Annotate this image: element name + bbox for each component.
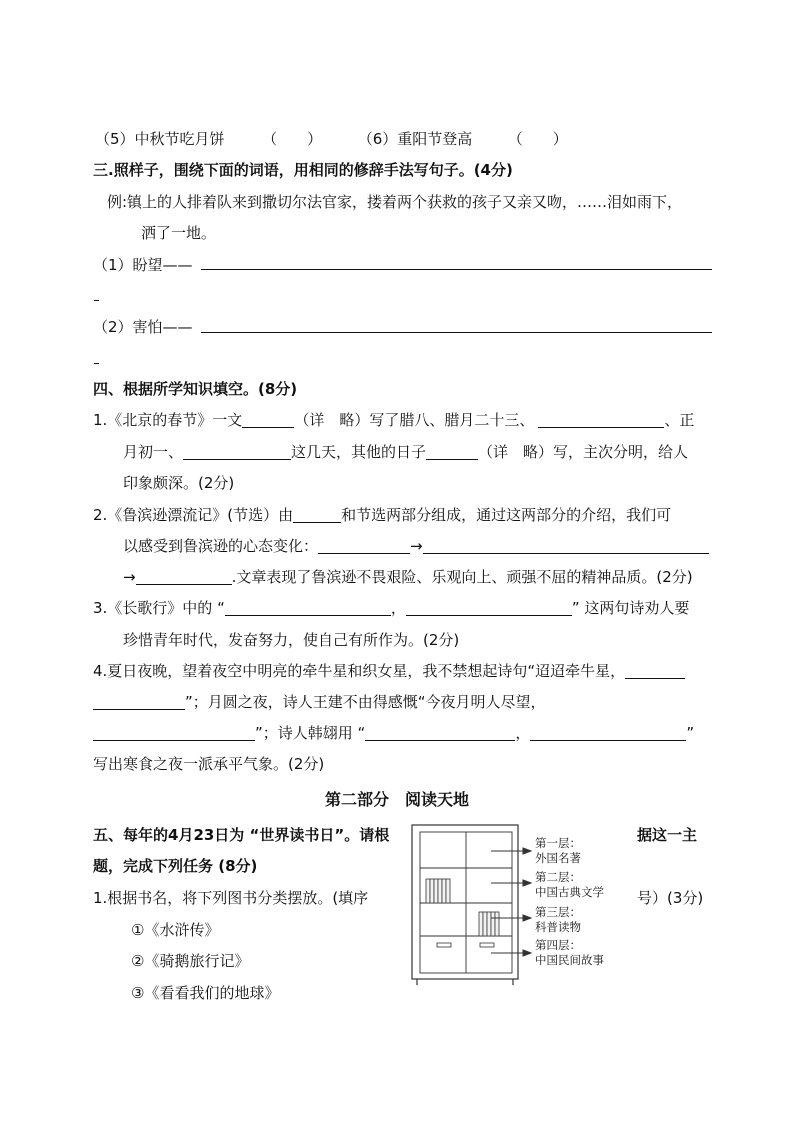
- q3-text-a: 3.《长歌行》中的 “: [93, 599, 225, 617]
- books-on-shelf-2: [426, 879, 450, 903]
- q1-blank-2[interactable]: [538, 412, 664, 428]
- arrow-head-2: [523, 880, 531, 886]
- q4-comma: ，: [515, 724, 531, 742]
- q4-text-b: ”；月圆之夜，诗人王建不由得感慨“今夜月明人尽望，: [185, 693, 546, 711]
- shelf-1-category: 外国名著: [535, 851, 581, 865]
- section-3-heading: 三.照样子，围绕下面的词语，用相同的修辞手法写句子。(4分): [93, 161, 513, 179]
- book-2: ②《骑鹅旅行记》: [131, 952, 250, 970]
- q3-comma: ，: [390, 599, 406, 617]
- arrow-head-1: [523, 848, 531, 854]
- line-wrap-mark: [94, 300, 99, 301]
- q2-arrow-2: →: [123, 568, 136, 586]
- q2-line-1: [93, 505, 671, 525]
- q4-blank-1-cont[interactable]: [93, 694, 185, 710]
- q4-blank-1[interactable]: [625, 663, 685, 679]
- bookshelf-illustration: [405, 821, 635, 989]
- q4-blank-4[interactable]: [530, 725, 686, 741]
- q2-blank-4[interactable]: [136, 569, 232, 585]
- q2-line-3: [123, 567, 693, 587]
- shelf-2-layer: 第二层：: [535, 870, 581, 884]
- item-5-text: （5）中秋节吃月饼: [95, 130, 225, 148]
- q1-blank-4[interactable]: [426, 444, 478, 460]
- section-5-heading-c: 题，完成下列任务 (8分): [93, 857, 258, 875]
- q1-text-b: （详 略）写了腊八、腊月二十三、: [294, 411, 535, 429]
- shelf-3-layer: 第三层：: [535, 905, 581, 919]
- q1-blank-3[interactable]: [183, 444, 291, 460]
- books-on-shelf-3: [479, 912, 499, 936]
- q4-text-e: 写出寒食之夜一派承平气象。(2分): [93, 755, 325, 773]
- q2-blank-2[interactable]: [318, 538, 410, 554]
- q2-blank-3[interactable]: [423, 538, 709, 554]
- part-2-title: 第二部分 阅读天地: [324, 790, 469, 809]
- line-wrap-mark: [94, 363, 99, 364]
- shelf-4-layer: 第四层：: [535, 938, 581, 952]
- q4-text-d: ”: [686, 724, 695, 742]
- section-3-item-2-label: （2）害怕——: [93, 318, 193, 336]
- item-5-line: [95, 129, 568, 149]
- q1-text-d: 月初一、: [123, 443, 184, 461]
- q1-text-a: 1.《北京的春节》一文: [93, 411, 243, 429]
- shelf-2-category: 中国古典文学: [535, 885, 604, 899]
- shelf-4-category: 中国民间故事: [535, 953, 604, 967]
- q3-text-b: ” 这两句诗劝人要: [571, 599, 690, 617]
- q4-text-a: 4.夏日夜晚，望着夜空中明亮的牵牛星和织女星，我不禁想起诗句“迢迢牵牛星，: [93, 662, 626, 680]
- item-5-answer-paren[interactable]: （ ）: [262, 130, 323, 148]
- section-5-heading-b: 据这一主: [637, 826, 698, 844]
- q1-line-2: [123, 442, 688, 462]
- q4-line-2: [93, 692, 546, 712]
- shelf-1-layer: 第一层：: [535, 836, 581, 850]
- q1-text-c: 、正: [664, 411, 695, 429]
- section-3-item-1-label: （1）盼望——: [93, 256, 193, 274]
- q1-text-e: 这几天，其他的日子: [291, 443, 427, 461]
- q2-text-a: 2.《鲁滨逊漂流记》(节选）由: [93, 506, 294, 524]
- section-5-heading-a: 五、每年的4月23日为 “世界读书日”。请根: [93, 826, 390, 844]
- section-5-q1-text-b: 号）(3分): [637, 889, 704, 907]
- q2-text-d: .文章表现了鲁滨逊不畏艰险、乐观向上、顽强不屈的精神品质。(2分): [231, 568, 693, 586]
- section-3-item-1-answer-line[interactable]: [201, 269, 712, 270]
- shelf-3-category: 科普读物: [535, 920, 581, 934]
- q1-line-1: [93, 410, 694, 430]
- q2-arrow-1: →: [410, 537, 423, 555]
- item-6-text: （6）重阳节登高: [357, 130, 473, 148]
- section-5-q1-text-a: 1.根据书名，将下列图书分类摆放。(填序: [93, 889, 369, 907]
- arrow-head-3: [523, 915, 531, 921]
- q2-line-2: [123, 536, 709, 556]
- q3-blank-2[interactable]: [406, 600, 572, 616]
- q3-line-1: [93, 598, 689, 618]
- q3-blank-1[interactable]: [225, 600, 391, 616]
- item-6-answer-paren[interactable]: （ ）: [507, 130, 568, 148]
- q2-text-c: 以感受到鲁滨逊的心态变化：: [123, 537, 319, 555]
- book-3: ③《看看我们的地球》: [131, 984, 280, 1002]
- q4-blank-2[interactable]: [93, 725, 255, 741]
- book-1: ①《水浒传》: [131, 921, 220, 939]
- section-3-item-2-answer-line[interactable]: [201, 332, 712, 333]
- q1-text-f: （详 略）写，主次分明，给人: [478, 443, 689, 461]
- q1-text-g: 印象颇深。(2分): [123, 474, 235, 492]
- section-3-example-line-1: 例:镇上的人排着队来到撒切尔法官家，搂着两个获救的孩子又亲又吻，……泪如雨下，: [107, 193, 683, 211]
- drawer-handle-left: [437, 943, 451, 947]
- q4-text-c: ”；诗人韩翃用 “: [255, 724, 366, 742]
- drawer-handle-right: [480, 943, 494, 947]
- q4-line-1: [93, 661, 685, 681]
- q2-blank-1[interactable]: [293, 507, 341, 523]
- q2-text-b: 和节选两部分组成，通过这两部分的介绍，我们可: [341, 506, 672, 524]
- q1-blank-1[interactable]: [242, 412, 294, 428]
- arrow-head-4: [523, 950, 531, 956]
- q3-text-c: 珍惜青年时代，发奋努力，使自己有所作为。(2分): [123, 631, 460, 649]
- q4-line-3: [93, 723, 694, 743]
- section-4-heading: 四、根据所学知识填空。(8分): [93, 380, 298, 398]
- q4-blank-3[interactable]: [365, 725, 515, 741]
- section-3-example-line-2: 洒了一地。: [141, 224, 217, 242]
